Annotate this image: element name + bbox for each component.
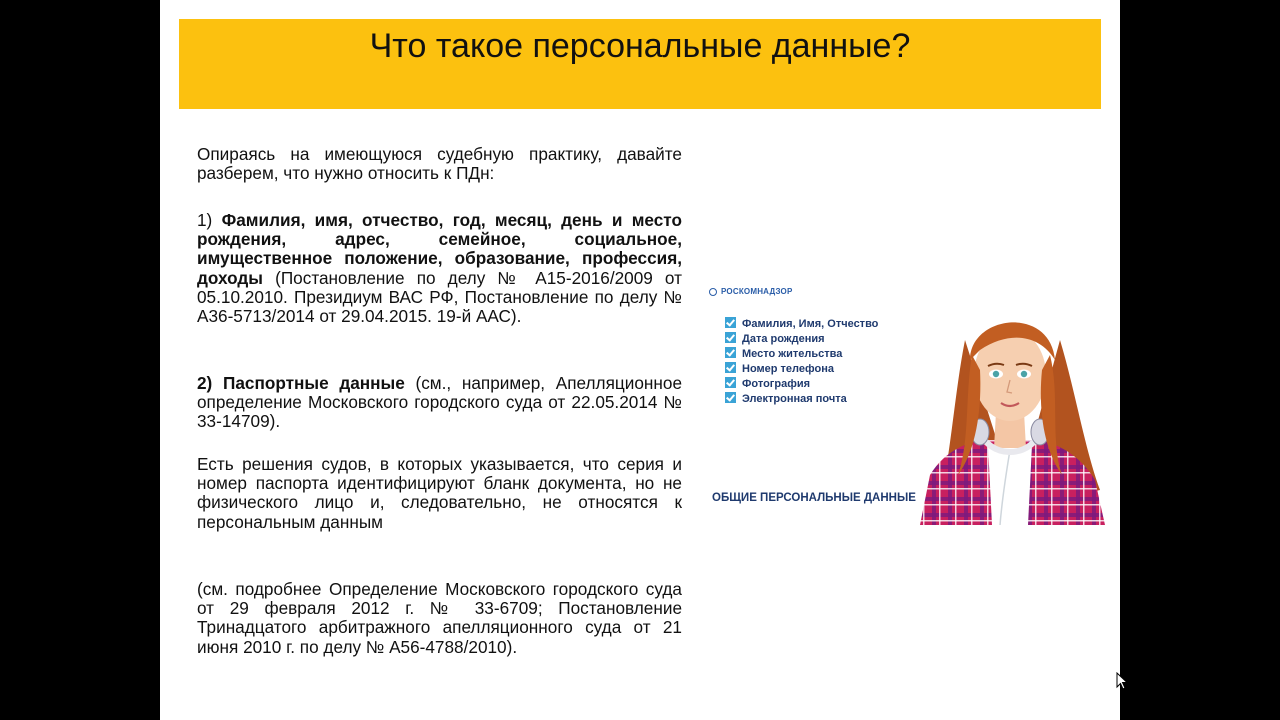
- rkn-brand-label: РОСКОМНАДЗОР: [721, 287, 793, 296]
- checklist-item: [725, 377, 878, 392]
- item-1-bold-text: Фамилия, имя, отчество, год, месяц, день и место рождения, адрес, семейное, социальное, имущественное положение, образование, профессия, доходы: [197, 210, 682, 288]
- checkbox-checked-icon: [725, 332, 736, 343]
- girl-with-headphones-illustration: [910, 300, 1110, 525]
- reference-paragraph: (см. подробнее Определение Московского городского суда от 29 февраля 2012 г. № 33-6709; Постановление Тринадцатого арбитражного апелляционного суда от 21 июня 2010 г. по делу № А56-4788/2010).: [197, 579, 682, 657]
- checklist-item-label: Номер телефона: [742, 363, 834, 375]
- intro-paragraph: Опираясь на имеющуюся судебную практику, давайте разберем, что нужно относить к ПДн:: [197, 144, 682, 184]
- slide-title: Что такое персональные данные?: [369, 27, 911, 65]
- checklist-item-label: Электронная почта: [742, 393, 847, 405]
- checkbox-checked-icon: [725, 362, 736, 373]
- checklist-item-label: Фамилия, Имя, Отчество: [742, 318, 879, 330]
- item-2-bold-text: 2) Паспортные данные: [197, 373, 405, 393]
- note-paragraph: Есть решения судов, в которых указывается, что серия и номер паспорта идентифицируют бланк документа, но не физического лицо и, следовательно, не относятся к персональным данным: [197, 454, 682, 532]
- pd-checklist: [725, 317, 878, 407]
- checkbox-checked-icon: [725, 347, 736, 358]
- mouse-cursor-icon: [1116, 672, 1128, 690]
- checklist-item: [725, 347, 878, 362]
- item-1-prefix: 1): [197, 210, 222, 230]
- item-2-citation: (см., например, Апелляционное определение Московского городского суда от 22.05.2014 № 33-14709).: [197, 373, 682, 432]
- checklist-item: [725, 332, 878, 347]
- checklist-item: [725, 362, 878, 377]
- checkbox-checked-icon: [725, 377, 736, 388]
- illustration: [705, 280, 1110, 525]
- checklist-item-label: Место жительства: [742, 348, 843, 360]
- checkbox-checked-icon: [725, 392, 736, 403]
- rkn-logo-icon: [709, 288, 717, 296]
- item-1-paragraph: [197, 211, 682, 326]
- checklist-item-label: Дата рождения: [742, 333, 825, 345]
- checklist-item-label: Фотография: [742, 378, 811, 390]
- title-bar: [179, 19, 1101, 109]
- checklist-item: [725, 392, 878, 407]
- rkn-brand: [709, 287, 793, 296]
- general-pd-label: ОБЩИЕ ПЕРСОНАЛЬНЫЕ ДАННЫЕ: [712, 492, 916, 504]
- item-2-paragraph: [197, 374, 682, 432]
- checkbox-checked-icon: [725, 317, 736, 328]
- checklist-item: [725, 317, 878, 332]
- slide: [160, 0, 1120, 720]
- item-1-citation: (Постановление по делу № А15-2016/2009 от 05.10.2010. Президиум ВАС РФ, Постановление по делу № А36-5713/2014 от 29.04.2015. 19-й ААС).: [197, 267, 682, 327]
